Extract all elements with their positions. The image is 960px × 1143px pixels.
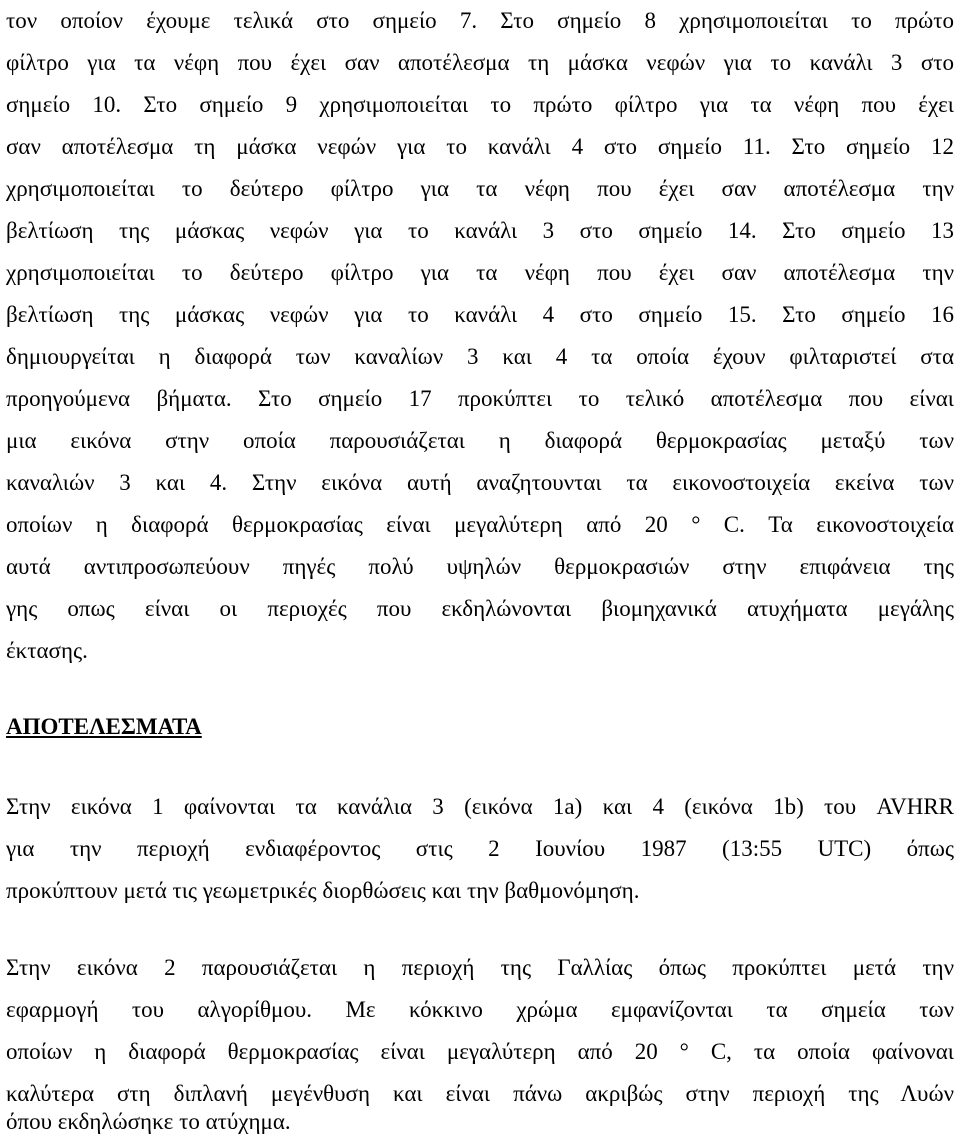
text-line: καλύτερα στη διπλανή μεγένθυση και είναι πάνω ακριβώς στην περιοχή της Λυών bbox=[6, 1081, 954, 1106]
text-line: Στην εικόνα 1 φαίνονται τα κανάλια 3 (εικόνα 1a) και 4 (εικόνα 1b) του AVHRR bbox=[6, 794, 954, 819]
text-line: Στην εικόνα 2 παρουσιάζεται η περιοχή της Γαλλίας όπως προκύπτει μετά την bbox=[6, 955, 954, 980]
section-heading-results: ΑΠΟΤΕΛΕΣΜΑΤΑ bbox=[6, 714, 202, 739]
text-line: οποίων η διαφορά θερμοκρασίας είναι μεγαλύτερη από 20 ° C, τα οποία φαίνοναι bbox=[6, 1039, 954, 1064]
text-line: βελτίωση της μάσκας νεφών για το κανάλι 4 στο σημείο 15. Στο σημείο 16 bbox=[6, 302, 954, 327]
text-line: έκτασης. bbox=[6, 638, 88, 663]
text-line: προκύπτουν μετά τις γεωμετρικές διορθώσεις και την βαθμονόμηση. bbox=[6, 878, 640, 903]
text-line: αυτά αντιπροσωπεύουν πηγές πολύ υψηλών θερμοκρασιών στην επιφάνεια της bbox=[6, 554, 954, 579]
text-line: προηγούμενα βήματα. Στο σημείο 17 προκύπτει το τελικό αποτέλεσμα που είναι bbox=[6, 386, 954, 411]
text-line: σημείο 10. Στο σημείο 9 χρησιμοποιείται το πρώτο φίλτρο για τα νέφη που έχει bbox=[6, 92, 954, 117]
text-line: σαν αποτέλεσμα τη μάσκα νεφών για το κανάλι 4 στο σημείο 11. Στο σημείο 12 bbox=[6, 134, 954, 159]
text-line: φίλτρο για τα νέφη που έχει σαν αποτέλεσμα τη μάσκα νεφών για το κανάλι 3 στο bbox=[6, 50, 954, 75]
text-line: μια εικόνα στην οποία παρουσιάζεται η διαφορά θερμοκρασίας μεταξύ των bbox=[6, 428, 954, 453]
text-line: όπου εκδηλώσηκε το ατύχημα. bbox=[6, 1109, 291, 1134]
text-line: χρησιμοποιείται το δεύτερο φίλτρο για τα νέφη που έχει σαν αποτέλεσμα την bbox=[6, 176, 954, 201]
text-line: οποίων η διαφορά θερμοκρασίας είναι μεγαλύτερη από 20 ° C. Τα εικονοστοιχεία bbox=[6, 512, 954, 537]
text-line: γης οπως είναι οι περιοχές που εκδηλώνονται βιομηχανικά ατυχήματα μεγάλης bbox=[6, 596, 954, 621]
text-line: εφαρμογή του αλγορίθμου. Με κόκκινο χρώμα εμφανίζονται τα σημεία των bbox=[6, 997, 954, 1022]
text-line: καναλιών 3 και 4. Στην εικόνα αυτή αναζητουνται τα εικονοστοιχεία εκείνα των bbox=[6, 470, 954, 495]
text-line: για την περιοχή ενδιαφέροντος στις 2 Ιουνίου 1987 (13:55 UTC) όπως bbox=[6, 836, 954, 861]
text-line: τον οποίον έχουμε τελικά στο σημείο 7. Στο σημείο 8 χρησιμοποιείται το πρώτο bbox=[6, 8, 954, 33]
text-line: χρησιμοποιείται το δεύτερο φίλτρο για τα νέφη που έχει σαν αποτέλεσμα την bbox=[6, 260, 954, 285]
text-line: βελτίωση της μάσκας νεφών για το κανάλι 3 στο σημείο 14. Στο σημείο 13 bbox=[6, 218, 954, 243]
text-line: δημιουργείται η διαφορά των καναλίων 3 και 4 τα οποία έχουν φιλταριστεί στα bbox=[6, 344, 954, 369]
